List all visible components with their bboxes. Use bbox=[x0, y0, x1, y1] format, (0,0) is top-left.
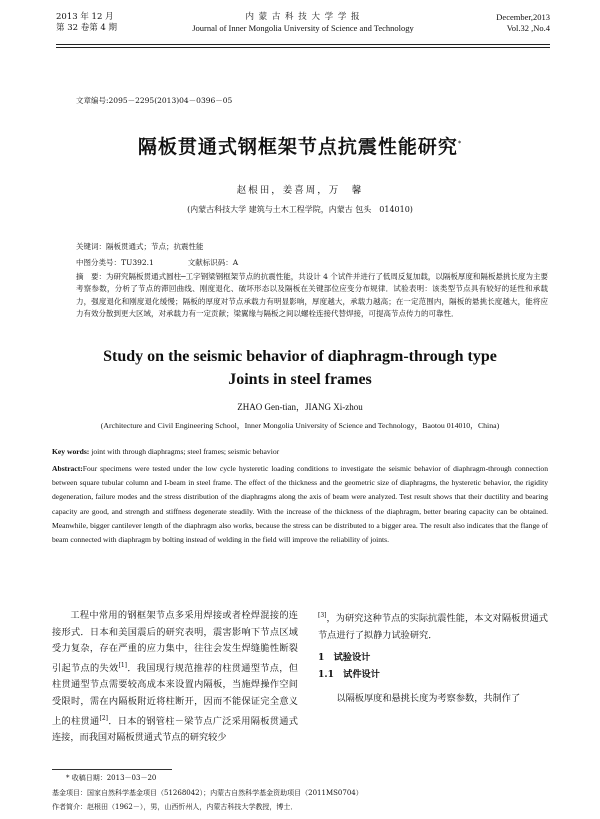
footnote-rule bbox=[52, 769, 172, 770]
ref-1: [1] bbox=[118, 661, 127, 669]
intro-text-1: 工程中常用的钢框架节点多采用焊接或者栓焊混接的连接形式．日本和美国震后的研究表明，震害影响下节点区域受力复杂，存在严重的应力集中，往往会发生焊缝脆性断裂引起节点的失效 bbox=[52, 610, 298, 674]
body-right-column bbox=[318, 608, 548, 708]
title-en bbox=[0, 345, 600, 391]
header-rule-thick bbox=[56, 44, 550, 45]
keywords-en-label: Key words: bbox=[52, 447, 90, 456]
running-header bbox=[56, 10, 550, 44]
section-1-1-text: 以隔板厚度和悬挑长度为考察参数，共制作了 bbox=[336, 693, 521, 705]
intro-text-3: ．日本的钢管柱－梁节点广泛采用隔板贯通式连接，而我国对隔板贯通式节点的研究较少 bbox=[52, 715, 298, 744]
article-number: 文章编号:2095－2295(2013)04－0396－05 bbox=[76, 96, 233, 105]
ref-2: [2] bbox=[99, 714, 108, 722]
issue-date: 2013 年 12 月 bbox=[56, 12, 114, 22]
header-rule-thin bbox=[56, 47, 550, 48]
classification-cn: 中图分类号：TU392.1 bbox=[76, 258, 154, 267]
abstract-en bbox=[52, 462, 548, 547]
authors-cn: 赵根田，姜喜周，万 馨 bbox=[236, 185, 364, 196]
section-heading-1: 1 试验设计 bbox=[318, 652, 371, 664]
section-heading-1-1: 1.1 试件设计 bbox=[318, 668, 380, 680]
intro-text-4: ，为研究这种节点的实际抗震性能，本文对隔板贯通式节点进行了拟静力试验研究． bbox=[318, 613, 548, 641]
footnote-received: * 收稿日期：2013－03－20 bbox=[66, 774, 157, 782]
volume-issue-cn: 第 32 卷第 4 期 bbox=[56, 23, 118, 33]
intro-text-right bbox=[318, 608, 548, 644]
keywords-cn: 关键词：隔板贯通式；节点；抗震性能 bbox=[76, 242, 204, 251]
affiliation-en: (Architecture and Civil Engineering School，Inner Mongolia University of Science and Technology，Baotou 014010，China) bbox=[100, 421, 500, 430]
classification-line bbox=[76, 257, 238, 268]
doc-code-cn: 文献标识码：A bbox=[187, 258, 239, 267]
authors-en: ZHAO Gen-tian，JIANG Xi-zhou bbox=[237, 402, 363, 412]
title-en-line2: Joints in steel frames bbox=[228, 371, 372, 388]
title-cn bbox=[0, 132, 600, 159]
journal-name bbox=[146, 12, 460, 34]
month-year-en: December,2013 bbox=[496, 12, 550, 22]
abstract-en-text: Four specimens were tested under the low cycle hysteretic loading conditions to investigate the seismic behavior of diaphragm-through connection between square tubular column and I-beam in steel frame. The effect of the thickness and the geometric size of diaphragms, the hysteretic behavior, the rigidity degeneration, failure modes and the stress distribution of the diaphragms along the axis of beam were analyzed. Test result shows that their ductility and bearing capacity are good, and strength and stiffness degenerate steadily. With the increase of the thickness of the diaphragm, better bearing capacity can be obtained. Meanwhile, bigger cantilever length of the diaphragm also works, because the stress can be distributed to a bigger area. The result also indicates that the flange of beam connected with diaphragm by bolting instead of welding in the field will improve the reliability of joints. bbox=[52, 464, 548, 545]
volume-issue-en: Vol.32 ,No.4 bbox=[506, 23, 550, 33]
intro-text-2: ．我国现行规范推荐的柱贯通型节点，但柱贯通型节点需要较高成本来设置内隔板，当施焊操作空间受限时，需在内隔板附近将柱断开，因而不能保证完全意义上的柱贯通 bbox=[52, 662, 298, 727]
title-footnote-mark: * bbox=[457, 140, 463, 148]
abstract-cn: 摘 要：为研究隔板贯通式圆柱─工字钢梁钢框架节点的抗震性能，共设计 4 个试件并进行了低周反复加载，以隔板厚度和隔板悬挑长度为主要考察参数，分析了节点的滞回曲线、刚度退化、破坏形态以及隔板在关键部位应变分布规律．试验表明：该类型节点具有较好的延性和承载力，强度退化和刚度退化缓慢；隔板的厚度对节点承载力有明显影响，厚度越大，承载力越高；在一定范围内，隔板的悬挑长度越大，能将应力有效分散到更大区域，对承载力有一定贡献；梁翼缘与隔板之间以螺栓连接代替焊接，可提高节点传力的可靠性． bbox=[76, 272, 548, 319]
ref-3: [3] bbox=[318, 612, 327, 619]
footnote-fund: 基金项目：国家自然科学基金项目（51268042）；内蒙古自然科学基金资助项目（2011MS0704） bbox=[52, 789, 363, 797]
journal-name-en: Journal of Inner Mongolia University of Science and Technology bbox=[192, 23, 414, 33]
issue-date-en bbox=[496, 12, 550, 34]
keywords-en bbox=[52, 447, 548, 456]
abstract-en-label: Abstract: bbox=[52, 464, 83, 473]
affiliation-cn: (内蒙古科技大学 建筑与土木工程学院，内蒙古 包头 014010) bbox=[187, 205, 413, 214]
journal-name-cn: 内 蒙 古 科 技 大 学 学 报 bbox=[245, 12, 361, 22]
title-en-line1: Study on the seismic behavior of diaphragm-through type bbox=[103, 348, 497, 365]
keywords-en-text: joint with through diaphragms; steel frames; seismic behavior bbox=[91, 447, 280, 456]
issue-date-volume bbox=[56, 12, 117, 34]
title-cn-text: 隔板贯通式钢框架节点抗震性能研究 bbox=[137, 136, 458, 158]
footnote-author: 作者简介：赵根田（1962－），男，山西忻州人，内蒙古科技大学教授，博士． bbox=[52, 803, 298, 811]
body-left-column bbox=[52, 608, 298, 747]
